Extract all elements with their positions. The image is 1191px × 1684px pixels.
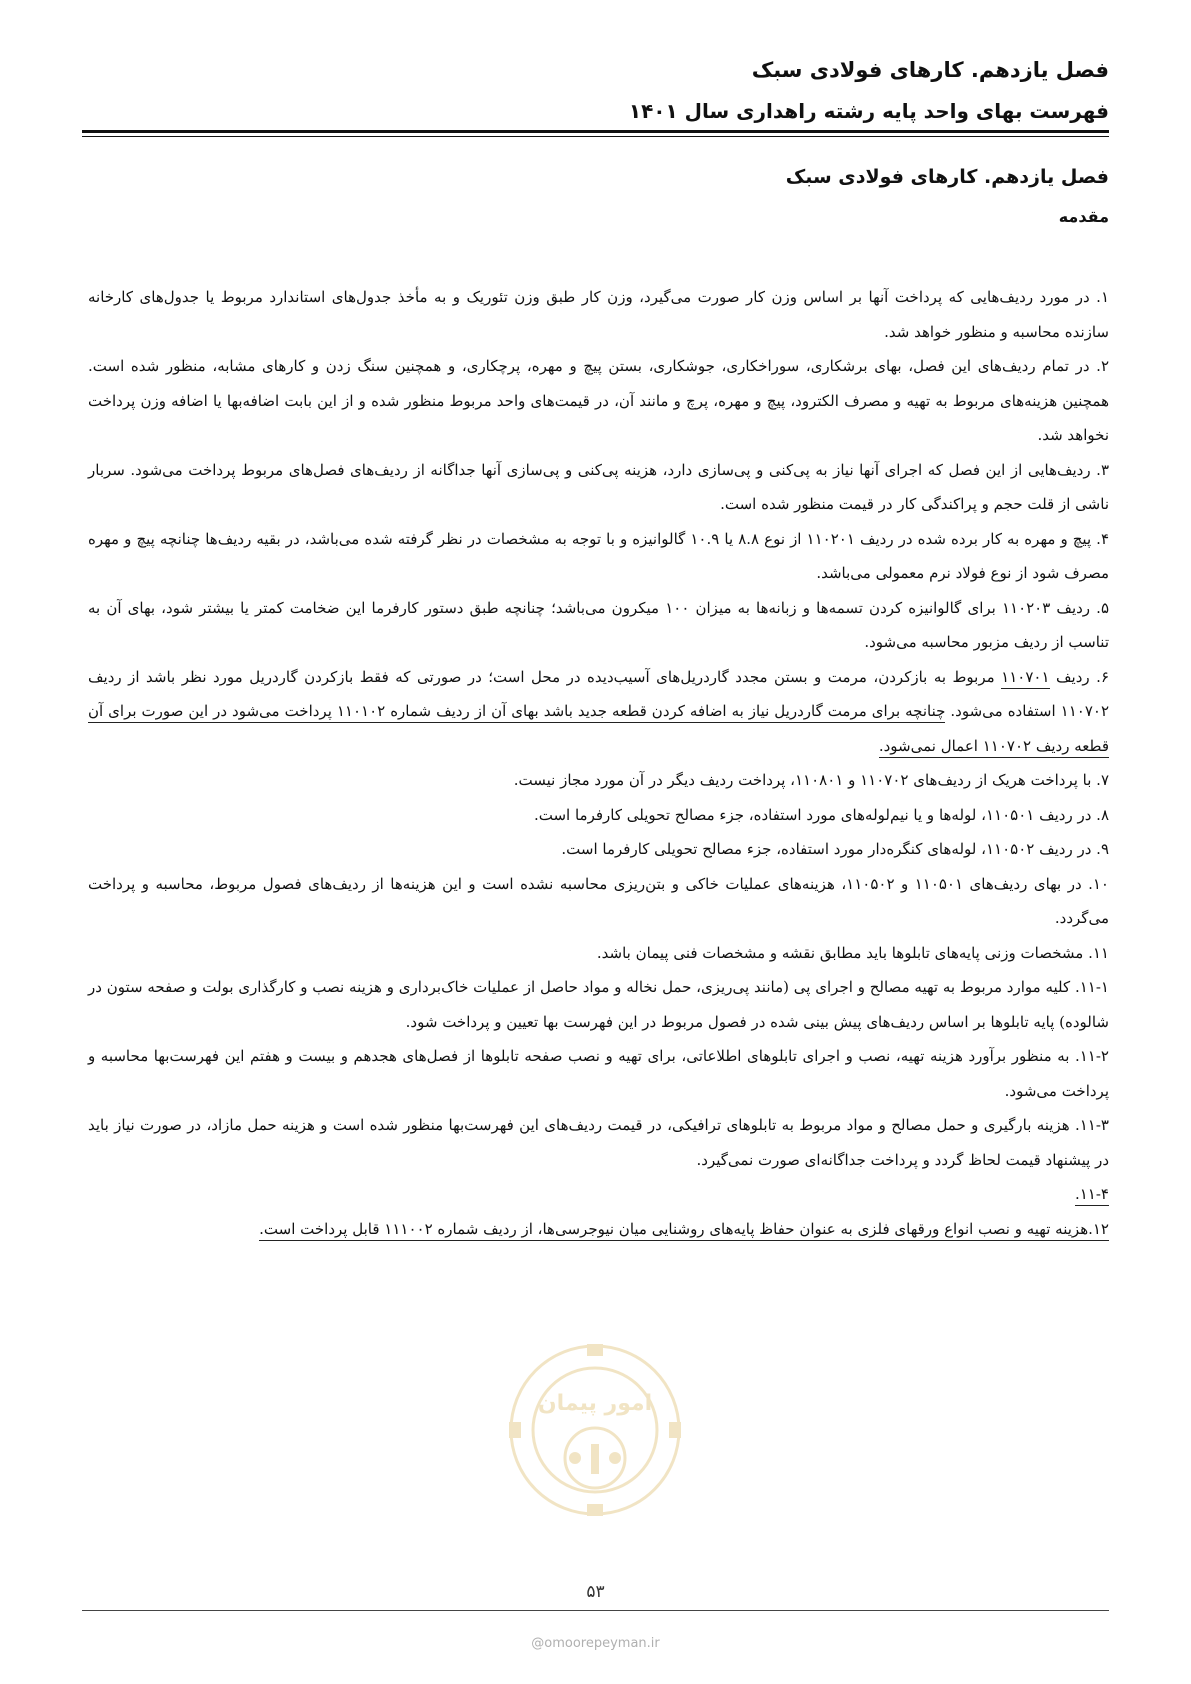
page-number: ۵۳: [586, 1582, 605, 1602]
paragraph-11: ۱۱. مشخصات وزنی پایه‌های تابلوها باید مطابق نقشه و مشخصات فنی پیمان باشد.: [596, 943, 1109, 962]
paragraph-11-2: ۱۱-۲. به منظور برآورد هزینه تهیه، نصب و اجرای تابلوهای اطلاعاتی، برای تهیه و نصب صفحه تابلوها از فصل‌های هجدهم و بیست و هفتم این فهرست‌بها محاسبه و پرداخت می‌شود.: [88, 1047, 1109, 1100]
watermark-seal-logo: [505, 1340, 685, 1520]
paragraph-6-code: ۱۱۰۷۰۱: [1001, 668, 1049, 689]
paragraph-12: [88, 1212, 1109, 1247]
footer-handle: @omoorepeyman.ir: [531, 1636, 660, 1651]
paragraph-3: ۳. ردیف‌هایی از این فصل که اجرای آنها نیاز به پی‌کنی و پی‌سازی دارد، هزینه پی‌کنی و پی‌سازی آنها جداگانه از ردیف‌های فصل‌های مربوط پرداخت می‌شود. سربار ناشی از قلت حجم و پراکندگی کار در قیمت منظور شده است.: [88, 460, 1109, 513]
paragraph-11-3: ۱۱-۳. هزینه بارگیری و حمل مصالح و مواد مربوط به تابلوهای ترافیکی، در قیمت ردیف‌های این فهرست‌بها منظور شده است و هزینه حمل مازاد، در صورت نیاز باید در پیشنهاد قیمت لحاظ گردد و پرداخت جداگانه‌ای صورت نمی‌گیرد.: [88, 1116, 1109, 1169]
body-text: [88, 280, 1109, 1246]
paragraph-4: ۴. پیچ و مهره به کار برده شده در ردیف ۱۱۰۲۰۱ از نوع ۸.۸ یا ۱۰.۹ گالوانیزه و با توجه به مشخصات در نظر گرفته شده می‌باشد، در بقیه ردیف‌ها چنانچه پیچ و مهره مصرف شود از نوع فولاد نرم معمولی می‌باشد.: [88, 529, 1110, 582]
paragraph-11-4-label: ۱۱-۴.: [1075, 1185, 1109, 1206]
header-rule: [82, 130, 1109, 133]
paragraph-2: ۲. در تمام ردیف‌های این فصل، بهای برشکاری، سوراخکاری، جوشکاری، بستن پیچ و مهره، پرچکاری، و همچنین سنگ زدن و کارهای مشابه، منظور شده است. همچنین هزینه‌های مربوط به تهیه و مصرف الکترود، پیچ و مهره، پرچ و مانند آن، در قیمت‌های واحد مربوط منظور شده و از این بابت اضافه‌بها یا اضافه وزن پرداخت نخواهد شد.: [88, 357, 1109, 444]
header-title: فصل یازدهم. کارهای فولادی سبک: [751, 58, 1109, 82]
intro-heading: مقدمه: [1058, 207, 1109, 226]
header-subtitle: فهرست بهای واحد پایه رشته راهداری سال ۱۴۰۱: [628, 99, 1109, 123]
paragraph-10: ۱۰. در بهای ردیف‌های ۱۱۰۵۰۱ و ۱۱۰۵۰۲، هزینه‌های عملیات خاکی و بتن‌ریزی محاسبه نشده است و این هزینه‌ها از ردیف‌های فصول مربوط، محاسبه و پرداخت می‌گردد.: [88, 874, 1109, 927]
paragraph-1: ۱. در مورد ردیف‌هایی که پرداخت آنها بر اساس وزن کار صورت می‌گیرد، وزن کار طبق وزن تئوریک و به مأخذ جدول‌های استاندارد مربوط یا جدول‌های کارخانه سازنده محاسبه و منظور خواهد شد.: [88, 288, 1109, 341]
paragraph-6-lead: ۶. ردیف: [1049, 667, 1109, 686]
paragraph-11-4: [88, 1177, 1109, 1212]
paragraph-6-underlined: چنانچه برای مرمت گاردریل نیاز به اضافه کردن قطعه جدید باشد بهای آن از ردیف شماره ۱۱۰۱۰۲ پرداخت می‌شود در این صورت برای آن قطعه ردیف ۱۱۰۷۰۲ اعمال نمی‌شود.: [88, 702, 1109, 758]
svg-text:امور پیمان: امور پیمان: [537, 1391, 653, 1416]
header-rule-thin: [82, 136, 1109, 137]
paragraph-6: [88, 660, 1109, 764]
paragraph-8: ۸. در ردیف ۱۱۰۵۰۱، لوله‌ها و یا نیم‌لوله‌های مورد استفاده، جزء مصالح تحویلی کارفرما است.: [533, 805, 1109, 824]
paragraph-12-text: ۱۲.هزینه تهیه و نصب انواع ورقهای فلزی به عنوان حفاظ پایه‌های روشنایی میان نیوجرسی‌ها، از ردیف شماره ۱۱۱۰۰۲ قابل پرداخت است.: [259, 1220, 1109, 1241]
paragraph-7: ۷. با پرداخت هریک از ردیف‌های ۱۱۰۷۰۲ و ۱۱۰۸۰۱، پرداخت ردیف دیگر در آن مورد مجاز نیست.: [513, 771, 1109, 789]
paragraph-6-body: مربوط به بازکردن، مرمت و بستن مجدد گاردریل‌های آسیب‌دیده در محل است؛ در صورتی که فقط بازکردن گاردریل مورد نظر باشد از ردیف ۱۱۰۷۰۲ استفاده می‌شود.: [88, 667, 1109, 720]
paragraph-11-1: ۱۱-۱. کلیه موارد مربوط به تهیه مصالح و اجرای پی (مانند پی‌ریزی، حمل نخاله و مواد حاصل از عملیات خاک‌برداری و هزینه نصب و کارگذاری بولت و صفحه ستون در شالوده) پایه تابلوها بر اساس ردیف‌های پیش بینی شده در فصول مربوط در این فهرست بها تعیین و پرداخت شود.: [88, 978, 1109, 1031]
footer-rule: [82, 1610, 1109, 1611]
chapter-title: فصل یازدهم. کارهای فولادی سبک: [785, 166, 1109, 188]
paragraph-5: ۵. ردیف ۱۱۰۲۰۳ برای گالوانیزه کردن تسمه‌ها و زبانه‌ها به میزان ۱۰۰ میکرون می‌باشد؛ چنانچه طبق دستور کارفرما این ضخامت کمتر یا بیشتر شود، بهای آن به تناسب از ردیف مزبور محاسبه می‌شود.: [88, 598, 1110, 651]
paragraph-9: ۹. در ردیف ۱۱۰۵۰۲، لوله‌های کنگره‌دار مورد استفاده، جزء مصالح تحویلی کارفرما است.: [561, 840, 1109, 858]
